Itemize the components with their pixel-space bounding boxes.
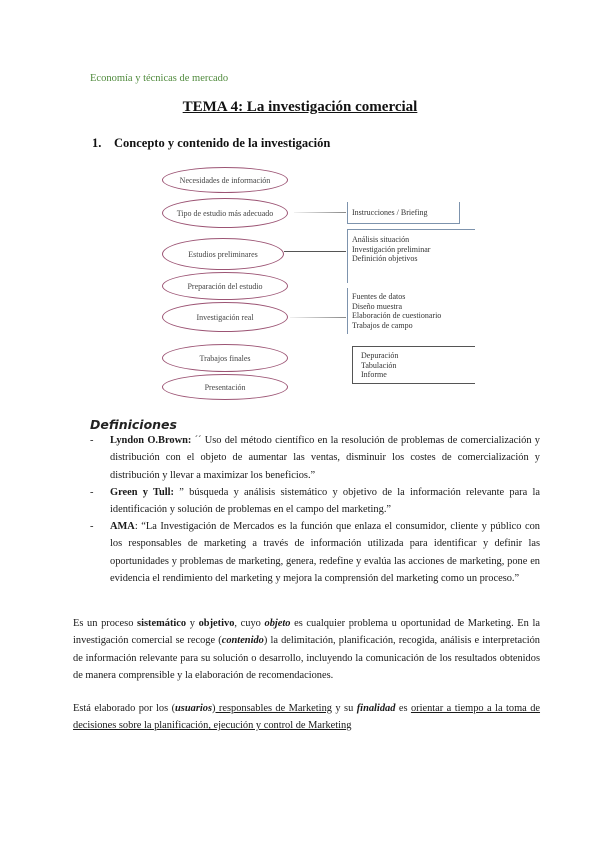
diagram-step xyxy=(162,167,288,193)
text-run: , cuyo xyxy=(234,618,265,629)
document-header-subject: Economía y técnicas de mercado xyxy=(90,73,229,84)
bullet-dash: - xyxy=(90,521,94,532)
text-run: Es un proceso xyxy=(73,618,138,629)
paragraph-users xyxy=(73,700,540,735)
step-label: Trabajos finales xyxy=(199,353,251,363)
page-title: TEMA 4: La investigación comercial xyxy=(182,99,418,115)
diagram-box-briefing xyxy=(347,202,460,224)
text-run: es xyxy=(395,703,411,714)
box-line: Elaboración de cuestionario xyxy=(352,311,442,320)
step-label: Necesidades de información xyxy=(179,175,271,185)
diagram-step xyxy=(162,374,288,400)
box-line: Investigación preliminar xyxy=(352,244,431,254)
connector-line xyxy=(284,251,346,252)
definition-item xyxy=(90,432,540,484)
definition-text: : “La Investigación de Mercados es la función que enlaza el consumidor, cliente y público con los responsables de marketing a través de información utilizada para identificar y definir las oportunidades y problemas de marketing, genera, redefine y evalúa las acciones de marketing, pone en evidencia el rendimiento del marketing y mejora la comprensión del marketing como un proceso.” xyxy=(110,521,540,585)
text-bold-italic: contenido xyxy=(221,635,264,647)
diagram-box-preliminary xyxy=(347,229,475,283)
box-line: Tabulación xyxy=(361,360,397,370)
definitions-heading: Definiciones xyxy=(90,417,177,432)
box-line: Fuentes de datos xyxy=(352,292,406,301)
text-run: ) la delimitación, planificación, recogida, análisis e interpretación de información relevante para su solución o desarrollo, incluyendo la comunicación de los resultados obtenidos de manera comprensible y la elaboración de recomendaciones. xyxy=(73,635,540,681)
step-label: Preparación del estudio xyxy=(187,281,263,291)
box-line: Depuración xyxy=(361,351,399,360)
text-run: y xyxy=(186,618,199,629)
definition-author: Lyndon O.Brown: xyxy=(110,435,192,446)
section-number: 1. xyxy=(92,136,102,150)
definition-author: Green y Tull: xyxy=(110,487,175,498)
diagram-box-research xyxy=(347,288,475,334)
connector-line xyxy=(294,212,346,213)
section-title: Concepto y contenido de la investigación xyxy=(114,136,331,150)
diagram-step xyxy=(162,198,288,228)
text-bold: objetivo xyxy=(198,618,235,629)
text-bold-italic: objeto xyxy=(264,618,291,629)
bullet-dash: - xyxy=(90,435,94,446)
text-run: Está elaborado por los ( xyxy=(73,703,176,714)
definition-item xyxy=(90,518,540,588)
bullet-dash: - xyxy=(90,487,94,498)
step-label: Tipo de estudio más adecuado xyxy=(176,208,274,218)
text-bold-italic: finalidad xyxy=(356,703,396,714)
box-line: Diseño muestra xyxy=(352,301,402,311)
text-underlined: orientar a tiempo a la toma de decisiones sobre la planificación, ejecución y control de Marketing xyxy=(73,703,541,732)
definition-author: AMA xyxy=(110,521,135,532)
diagram-step xyxy=(162,238,284,270)
definition-text: ” búsqueda y análisis sistemático y objetivo de la información relevante para la identificación y solución de problemas en el campo del marketing.” xyxy=(110,487,541,516)
box-line: Informe xyxy=(361,370,387,379)
step-label: Presentación xyxy=(204,382,246,392)
text-underlined: responsables de Marketing xyxy=(215,703,332,714)
diagram-box-final xyxy=(352,346,475,384)
step-label: Investigación real xyxy=(196,312,254,322)
box-line: Análisis situación xyxy=(352,235,410,244)
connector-line xyxy=(290,317,346,318)
diagram-step xyxy=(162,302,288,332)
definition-item xyxy=(90,484,540,519)
text-bold-italic: usuarios xyxy=(175,703,212,714)
section-heading xyxy=(92,136,330,151)
text-run: es cualquier problema u oportunidad de Marketing. En la investigación comercial se recoge ( xyxy=(73,618,540,647)
box-line: Instrucciones / Briefing xyxy=(352,208,428,217)
definition-text: ´´ Uso del método científico en la resolución de problemas de comercialización y distribución con el objeto de aumentar las ventas, disminuir los costes de comercialización y distribución y llevar a maximizar los beneficios.” xyxy=(110,435,540,481)
text-bold: sistemático xyxy=(137,618,187,629)
diagram-step xyxy=(162,272,288,300)
box-line: Trabajos de campo xyxy=(352,320,413,330)
text-run: ) xyxy=(212,703,216,714)
text-run: y su xyxy=(331,703,357,714)
step-label: Estudios preliminares xyxy=(188,249,258,259)
diagram-step xyxy=(162,344,288,372)
paragraph-concept xyxy=(73,615,540,684)
box-line: Definición objetivos xyxy=(352,254,418,263)
